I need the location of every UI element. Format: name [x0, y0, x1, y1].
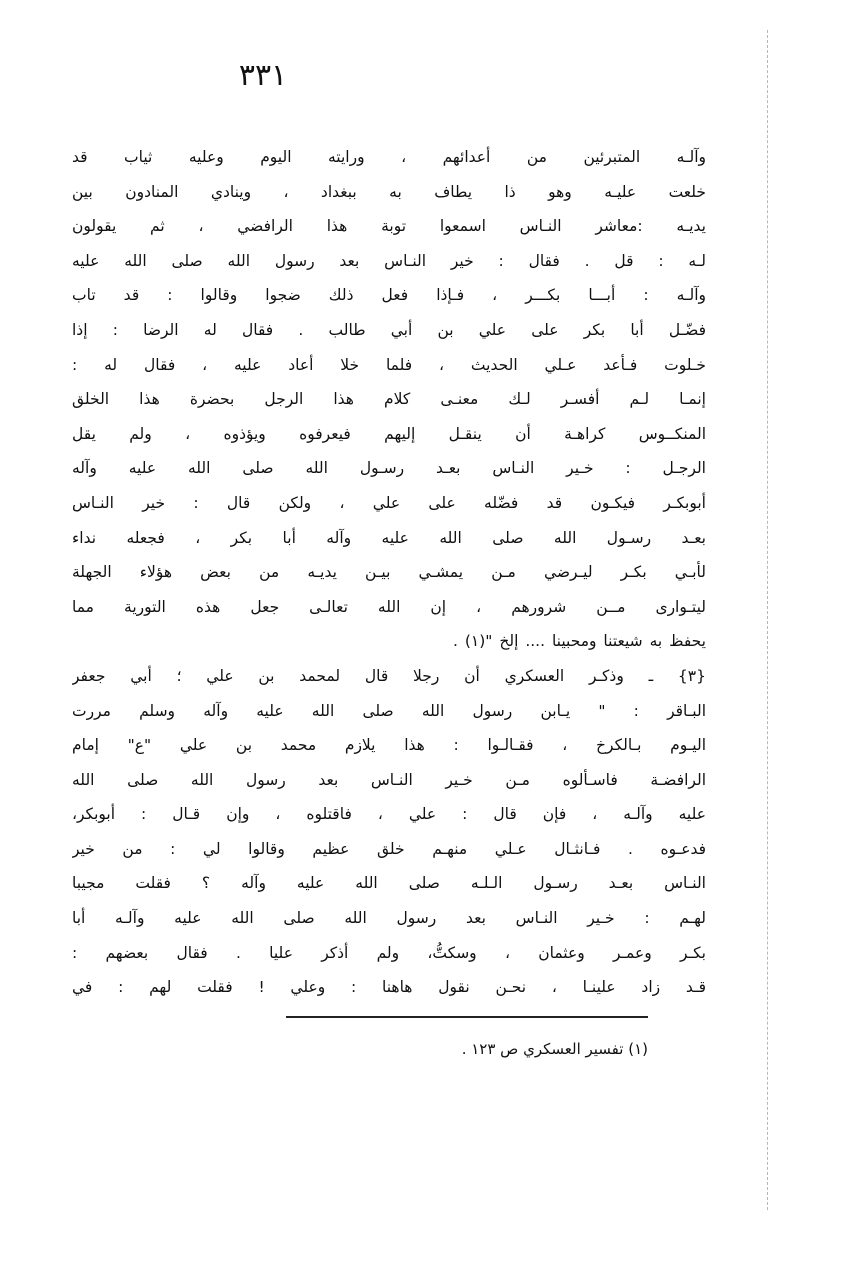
text-line: اليـوم بـالكرخ ، فقـالـوا : هذا يلازم محمد بن علي "ع" إمام	[72, 736, 706, 755]
text-line: بكـر وعمـر وعثمان ، وسكتُّ، ولم أذكر عليا . فقال بعضهم :	[72, 943, 706, 962]
main-text	[72, 140, 706, 1005]
text-line: فضّـل أبا بكر على علي بن أبي طالب . فقال له الرضا : إذا	[72, 320, 706, 339]
text-line: إنمـا لـم أفسـر لـك معنـى كلام هذا الرجل بحضرة هذا الخلق	[72, 390, 706, 409]
text-line: البـاقر : " يـابن رسول الله صلى الله عليه وآله وسلم مررت	[72, 701, 706, 720]
text-line: خلعت عليـه وهو ذا يطاف به ببغداد ، وينادي المنادون بين	[72, 182, 706, 201]
text-line: الرافضـة فاسـألوه مـن خـير النـاس بعد رسول الله صلى الله	[72, 770, 706, 789]
text-line: الرجـل : خـير النـاس بعـد رسـول الله صلى الله عليه وآله	[72, 459, 706, 478]
scan-edge-line	[767, 30, 768, 1210]
text-line: وآلـه المتبرئين من أعدائهم ، ورايته اليوم وعليه ثياب قد	[72, 148, 706, 166]
footnote: (١) تفسير العسكري ص ١٢٣ .	[461, 1040, 648, 1058]
text-line: أبوبكـر فيكـون قد فضّله على علي ، ولكن قال : خير النـاس	[72, 493, 706, 512]
text-line: لـه : قل . فقال : خير النـاس بعد رسول الله صلى الله عليه	[72, 251, 706, 270]
text-line: النـاس بعـد رسـول الـلـه صلى الله عليه وآله ؟ فقلت مجيبا	[72, 874, 706, 893]
page-number: ٣٣١	[238, 58, 288, 93]
text-line: {٣} ـ وذكـر العسكري أن رجلا قال لمحمد بن علي ؛ أبي جعفر	[72, 666, 706, 685]
text-line: قـد زاد علينـا ، نحـن نقول هاهنا : وعلي ! فقلت لهم : في	[72, 978, 706, 997]
text-line: يحفظ به شيعتنا ومحبينا .... إلخ "(١) .	[453, 632, 706, 651]
text-line: المنكــوس كراهـة أن ينقـل إليهم فيعرفوه ويؤذوه ، ولم يقل	[72, 424, 706, 443]
text-line: يديـه :معاشر النـاس اسمعوا توبة هذا الرافضي ، ثم يقولون	[72, 217, 706, 236]
text-line: عليه وآلـه ، فإن قال : علي ، فاقتلوه ، وإن قـال : أبوبكر،	[72, 805, 706, 824]
text-line: لأبـي بكـر ليـرضي مـن يمشـي بيـن يديـه من بعض هؤلاء الجهلة	[72, 563, 706, 582]
text-line: وآلـه : أبـــا بكـــر ، فـإذا فعل ذلك ضجوا وقالوا : قد تاب	[72, 286, 706, 305]
text-line: خـلوت فـأعد عـلي الحديث ، فلما خلا أعاد عليه ، فقال له :	[72, 355, 706, 374]
text-line: بعـد رسـول الله صلى الله عليه وآله أبا بكر ، فجعله نداء	[72, 528, 706, 547]
text-line: ليتـوارى مــن شرورهم ، إن الله تعالـى جعل هذه التورية مما	[72, 597, 706, 616]
footnote-divider	[286, 1016, 648, 1018]
text-line: لهـم : خـير النـاس بعد رسول الله صلى الله عليه وآلـه أبا	[72, 909, 706, 928]
text-line: فدعـوه . فـانثـال عـلي منهـم خلق عظيم وقالوا لي : من خير	[72, 839, 706, 858]
